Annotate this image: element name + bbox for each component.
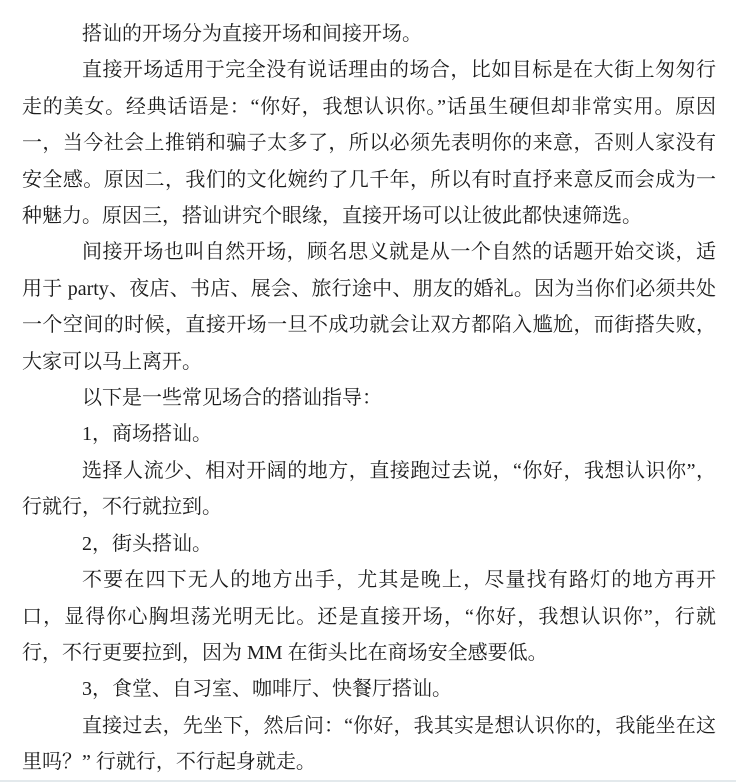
page-bottom-divider (0, 780, 736, 782)
paragraph-item-3-heading: 3，食堂、自习室、咖啡厅、快餐厅搭讪。 (82, 678, 452, 701)
paragraph-guide-lead-in: 以下是一些常见场合的搭讪指导： (82, 387, 382, 410)
paragraph-indirect-opening: 间接开场也叫自然开场，顾名思义就是从一个自然的话题开始交谈，适用于 party、夜店、书店、展会、旅行途中、朋友的婚礼。因为当你们必须共处一个空间的时候，直接开场一旦不成功就会让双方都陷入尴尬，而街搭失败，大家可以马上离开。 (22, 241, 716, 373)
paragraph-intro: 搭讪的开场分为直接开场和间接开场。 (82, 23, 422, 45)
paragraph-item-3-body: 直接过去，先坐下，然后问：“你好，我其实是想认识你的，我能坐在这里吗？” 行就行，不行起身就走。 (22, 714, 716, 774)
paragraph-direct-opening: 直接开场适用于完全没有说话理由的场合，比如目标是在大街上匆匆行走的美女。经典话语是：“你好，我想认识你。”话虽生硬但却非常实用。原因一，当今社会上推销和骗子太多了，所以必须先表明你的来意，否则人家没有安全感。原因二，我们的文化婉约了几千年，所以有时直抒来意反而会成为一种魅力。原因三，搭讪讲究个眼缘，直接开场可以让彼此都快速筛选。 (22, 59, 716, 228)
paragraph-item-1-body: 选择人流少、相对开阔的地方，直接跑过去说，“你好，我想认识你”，行就行，不行就拉到。 (22, 459, 716, 519)
paragraph-item-2-body: 不要在四下无人的地方出手，尤其是晚上，尽量找有路灯的地方再开口，显得你心胸坦荡光明无比。还是直接开场，“你好，我想认识你”，行就行，不行更要拉到，因为 MM 在街头比在商场安全感要低。 (22, 569, 716, 664)
paragraph-item-1-heading: 1，商场搭讪。 (82, 423, 212, 446)
paragraph-item-2-heading: 2，街头搭讪。 (82, 532, 212, 555)
